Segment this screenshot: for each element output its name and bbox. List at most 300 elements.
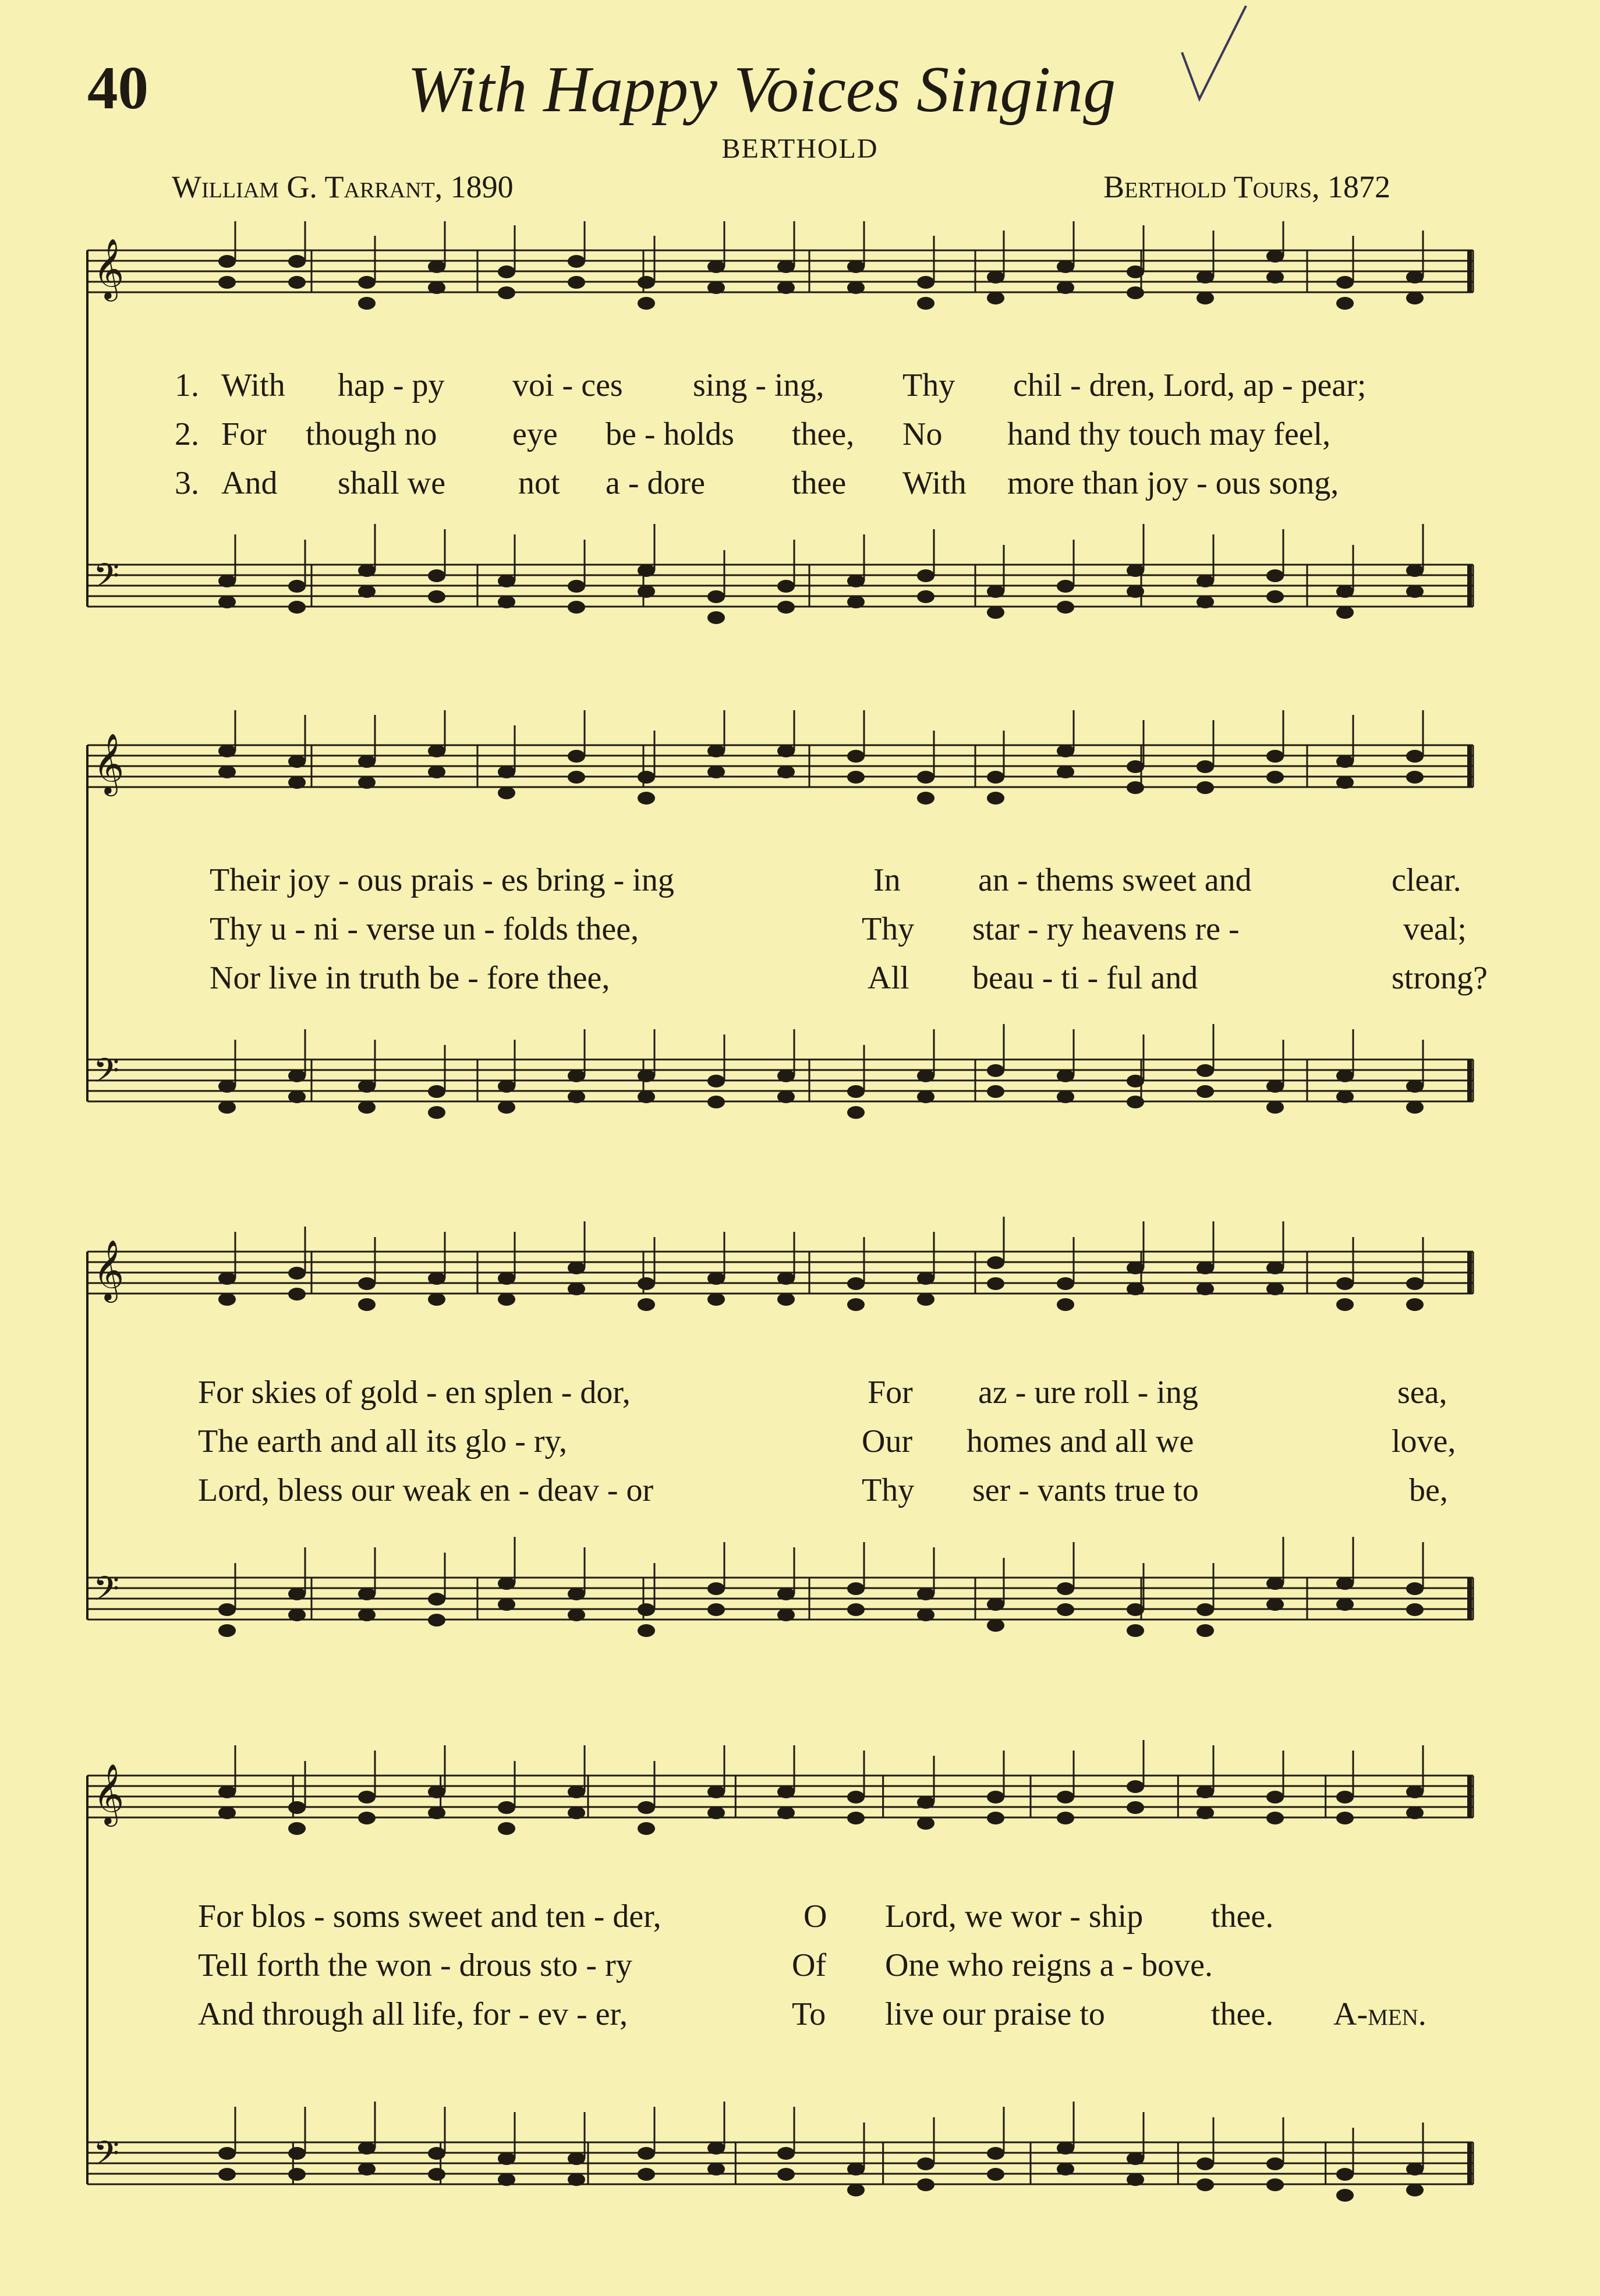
note-head xyxy=(1197,1064,1214,1077)
note-head xyxy=(1057,281,1074,294)
note-head xyxy=(288,601,306,614)
note-head xyxy=(917,1069,934,1082)
note-head xyxy=(218,1603,236,1616)
note-head xyxy=(218,1101,236,1114)
note-head xyxy=(428,1614,445,1627)
note-head xyxy=(777,580,795,593)
note-head xyxy=(777,1272,795,1285)
note-head xyxy=(358,564,376,577)
note-head xyxy=(987,1598,1004,1611)
treble-clef-icon: 𝄞 xyxy=(93,1763,125,1824)
note-head xyxy=(1266,1262,1284,1274)
note-head xyxy=(777,281,795,294)
page-number: 40 xyxy=(87,54,148,122)
note-head xyxy=(498,596,515,608)
note-head xyxy=(707,260,725,273)
note-head xyxy=(987,292,1004,304)
note-head xyxy=(847,1277,865,1290)
note-head xyxy=(777,1588,795,1600)
treble-clef-icon: 𝄞 xyxy=(93,238,125,299)
note-head xyxy=(288,2168,306,2181)
note-head xyxy=(218,745,236,757)
note-head xyxy=(568,255,585,268)
note-head xyxy=(987,1085,1004,1098)
note-head xyxy=(1057,1090,1074,1103)
note-head xyxy=(987,771,1004,784)
note-head xyxy=(1127,1780,1144,1793)
note-head xyxy=(1266,250,1284,263)
bass-staff xyxy=(87,524,1473,624)
note-head xyxy=(1406,564,1424,577)
note-head xyxy=(638,1603,655,1616)
note-head xyxy=(1057,1791,1074,1804)
music-system-4 xyxy=(0,1723,1600,2247)
note-head xyxy=(358,1080,376,1093)
verse-line: Lord, bless our weak en - deav - or Thy ser - vants true to be, xyxy=(198,1472,1448,1508)
note-head xyxy=(638,276,655,289)
note-head xyxy=(847,596,865,608)
note-head xyxy=(1336,755,1354,768)
verse-line: For skies of gold - en splen - dor, For az - ure roll - ing sea, xyxy=(198,1374,1447,1411)
note-head xyxy=(428,569,445,582)
note-head xyxy=(1406,1298,1424,1311)
note-head xyxy=(288,580,306,593)
note-head xyxy=(288,1267,306,1280)
note-head xyxy=(218,276,236,289)
note-head xyxy=(498,786,515,799)
note-head xyxy=(847,260,865,273)
note-head xyxy=(1266,771,1284,784)
note-head xyxy=(218,575,236,587)
note-head xyxy=(1197,1262,1214,1274)
note-head xyxy=(847,1106,865,1119)
note-head xyxy=(1057,745,1074,757)
note-head xyxy=(568,1282,585,1295)
note-head xyxy=(428,2168,445,2181)
note-head xyxy=(707,1603,725,1616)
note-head xyxy=(1197,1624,1214,1637)
note-head xyxy=(638,2147,655,2160)
verse-line: 3. And shall we not a - dore thee With more than joy - ous song, xyxy=(175,465,1339,501)
note-head xyxy=(358,1608,376,1621)
note-head xyxy=(1057,766,1074,778)
note-head xyxy=(707,2163,725,2175)
note-head xyxy=(777,1069,795,1082)
note-head xyxy=(1336,276,1354,289)
note-head xyxy=(218,2168,236,2181)
note-head xyxy=(917,792,934,805)
note-head xyxy=(358,2163,376,2175)
bass-clef-icon: 𝄢 xyxy=(93,1051,120,1099)
note-head xyxy=(638,771,655,784)
note-head xyxy=(1197,2157,1214,2170)
note-head xyxy=(1406,750,1424,763)
note-head xyxy=(917,1796,934,1809)
note-head xyxy=(568,771,585,784)
music-system-2 xyxy=(0,710,1600,1153)
note-head xyxy=(568,2173,585,2186)
note-head xyxy=(1406,771,1424,784)
note-head xyxy=(288,1090,306,1103)
note-head xyxy=(917,2157,934,2170)
note-head xyxy=(1406,2184,1424,2196)
verse-line: The earth and all its glo - ry, Our homes and all we love, xyxy=(198,1423,1456,1459)
note-head xyxy=(358,585,376,598)
note-head xyxy=(288,255,306,268)
note-head xyxy=(1336,1277,1354,1290)
note-head xyxy=(917,297,934,310)
note-head xyxy=(1336,2168,1354,2181)
note-head xyxy=(917,569,934,582)
note-head xyxy=(1336,1298,1354,1311)
note-head xyxy=(987,1256,1004,1269)
note-head xyxy=(777,1090,795,1103)
note-head xyxy=(1197,760,1214,773)
note-head xyxy=(218,255,236,268)
note-head xyxy=(1057,601,1074,614)
note-head xyxy=(777,2168,795,2181)
note-head xyxy=(1197,575,1214,587)
note-head xyxy=(218,766,236,778)
note-head xyxy=(1197,781,1214,794)
note-head xyxy=(917,1090,934,1103)
note-head xyxy=(498,1598,515,1611)
note-head xyxy=(777,601,795,614)
note-head xyxy=(1057,1069,1074,1082)
note-head xyxy=(1057,2142,1074,2155)
note-head xyxy=(498,2173,515,2186)
bass-clef-icon: 𝄢 xyxy=(93,556,120,604)
verse-line: Tell forth the won - drous sto - ry Of One who reigns a - bove. xyxy=(198,1947,1213,1983)
note-head xyxy=(1336,1598,1354,1611)
note-head xyxy=(1336,1577,1354,1590)
note-head xyxy=(568,1090,585,1103)
note-head xyxy=(1406,2163,1424,2175)
note-head xyxy=(847,2163,865,2175)
note-head xyxy=(1336,1090,1354,1103)
note-head xyxy=(1266,1791,1284,1804)
note-head xyxy=(498,766,515,778)
note-head xyxy=(428,1085,445,1098)
note-head xyxy=(638,1822,655,1835)
note-head xyxy=(847,1298,865,1311)
treble-clef-icon: 𝄞 xyxy=(93,1239,125,1301)
note-head xyxy=(707,766,725,778)
author: William G. Tarrant, 1890 xyxy=(172,169,514,204)
note-head xyxy=(498,1080,515,1093)
note-head xyxy=(707,611,725,624)
note-head xyxy=(428,2147,445,2160)
note-head xyxy=(218,596,236,608)
note-head xyxy=(1057,2163,1074,2175)
note-head xyxy=(218,1806,236,1819)
note-head xyxy=(568,601,585,614)
note-head xyxy=(917,1588,934,1600)
verse-line: Their joy - ous prais - es bring - ing In an - thems sweet and clear. xyxy=(210,862,1461,898)
note-head xyxy=(498,1293,515,1306)
note-head xyxy=(358,1298,376,1311)
note-head xyxy=(1197,1806,1214,1819)
note-head xyxy=(288,2147,306,2160)
note-head xyxy=(428,1806,445,1819)
note-head xyxy=(1336,297,1354,310)
note-head xyxy=(1266,1598,1284,1611)
note-head xyxy=(1406,1785,1424,1798)
note-head xyxy=(1197,292,1214,304)
note-head xyxy=(707,1293,725,1306)
note-head xyxy=(1197,1085,1214,1098)
note-head xyxy=(707,590,725,603)
note-head xyxy=(1057,1298,1074,1311)
note-head xyxy=(707,1582,725,1595)
note-head xyxy=(1266,2157,1284,2170)
note-head xyxy=(358,1588,376,1600)
note-head xyxy=(498,2152,515,2165)
note-head xyxy=(777,1608,795,1621)
note-head xyxy=(288,1822,306,1835)
note-head xyxy=(1266,1101,1284,1114)
note-head xyxy=(568,750,585,763)
note-head xyxy=(987,1619,1004,1632)
note-head xyxy=(568,1262,585,1274)
note-head xyxy=(1197,1282,1214,1295)
note-head xyxy=(987,2168,1004,2181)
note-head xyxy=(568,1785,585,1798)
treble-staff xyxy=(87,1740,1473,1835)
note-head xyxy=(987,2147,1004,2160)
hymn-title: With Happy Voices Singing xyxy=(408,54,1116,126)
note-head xyxy=(777,766,795,778)
note-head xyxy=(847,1582,865,1595)
treble-clef-icon: 𝄞 xyxy=(93,733,125,794)
note-head xyxy=(638,564,655,577)
note-head xyxy=(987,271,1004,284)
note-head xyxy=(428,1293,445,1306)
note-head xyxy=(1406,1080,1424,1093)
note-head xyxy=(1197,1785,1214,1798)
note-head xyxy=(218,1293,236,1306)
note-head xyxy=(498,1272,515,1285)
note-head xyxy=(428,590,445,603)
note-head xyxy=(568,1608,585,1621)
note-head xyxy=(1197,596,1214,608)
music-system-1 xyxy=(0,221,1600,664)
note-head xyxy=(1266,1577,1284,1590)
note-head xyxy=(1406,1277,1424,1290)
note-head xyxy=(1127,2152,1144,2165)
note-head xyxy=(358,1101,376,1114)
note-head xyxy=(987,792,1004,805)
note-head xyxy=(1127,2173,1144,2186)
note-head xyxy=(1197,1603,1214,1616)
note-head xyxy=(707,1096,725,1108)
note-head xyxy=(428,281,445,294)
note-head xyxy=(1266,1080,1284,1093)
note-head xyxy=(847,2184,865,2196)
verse-line: 2. For though no eye be - holds thee, No hand thy touch may feel, xyxy=(175,416,1331,452)
note-head xyxy=(707,1806,725,1819)
note-head xyxy=(638,1624,655,1637)
note-head xyxy=(1266,569,1284,582)
note-head xyxy=(428,1106,445,1119)
note-head xyxy=(1336,776,1354,789)
note-head xyxy=(428,1785,445,1798)
note-head xyxy=(1406,1101,1424,1114)
note-head xyxy=(428,745,445,757)
treble-staff xyxy=(87,710,1473,805)
tune-name: BERTHOLD xyxy=(721,133,879,164)
verse-line: And through all life, for - ev - er, To live our praise to thee. A-men. xyxy=(198,1996,1426,2032)
note-head xyxy=(218,1785,236,1798)
note-head xyxy=(987,1791,1004,1804)
note-head xyxy=(638,792,655,805)
note-head xyxy=(1266,590,1284,603)
note-head xyxy=(1406,292,1424,304)
note-head xyxy=(1336,606,1354,619)
note-head xyxy=(707,745,725,757)
note-head xyxy=(917,1817,934,1830)
note-head xyxy=(218,2147,236,2160)
bass-staff xyxy=(87,1024,1473,1119)
note-head xyxy=(288,1288,306,1301)
note-head xyxy=(288,1069,306,1082)
note-head xyxy=(847,1603,865,1616)
note-head xyxy=(847,750,865,763)
note-head xyxy=(1127,1624,1144,1637)
note-head xyxy=(638,1298,655,1311)
note-head xyxy=(707,281,725,294)
note-head xyxy=(568,2152,585,2165)
note-head xyxy=(1266,271,1284,284)
note-head xyxy=(498,1101,515,1114)
note-head xyxy=(428,766,445,778)
note-head xyxy=(917,1608,934,1621)
note-head xyxy=(1406,1603,1424,1616)
treble-staff xyxy=(87,221,1473,310)
note-head xyxy=(1197,2178,1214,2191)
note-head xyxy=(568,1069,585,1082)
note-head xyxy=(218,1080,236,1093)
note-head xyxy=(358,755,376,768)
bass-clef-icon: 𝄢 xyxy=(93,1569,120,1617)
bass-clef-icon: 𝄢 xyxy=(93,2134,120,2181)
note-head xyxy=(1057,1582,1074,1595)
note-head xyxy=(707,1075,725,1087)
note-head xyxy=(1266,1812,1284,1824)
note-head xyxy=(1057,580,1074,593)
note-head xyxy=(987,1812,1004,1824)
note-head xyxy=(218,1624,236,1637)
note-head xyxy=(638,1090,655,1103)
music-system-3 xyxy=(0,1217,1600,1659)
note-head xyxy=(777,2147,795,2160)
note-head xyxy=(1406,1806,1424,1819)
note-head xyxy=(1057,1812,1074,1824)
note-head xyxy=(707,1785,725,1798)
note-head xyxy=(917,2178,934,2191)
note-head xyxy=(847,1085,865,1098)
treble-staff xyxy=(87,1217,1473,1311)
note-head xyxy=(428,1593,445,1606)
note-head xyxy=(777,260,795,273)
note-head xyxy=(288,276,306,289)
note-head xyxy=(1127,1801,1144,1814)
note-head xyxy=(987,606,1004,619)
note-head xyxy=(917,276,934,289)
verse-line: 1. With hap - py voi - ces sing - ing, Thy chil - dren, Lord, ap - pear; xyxy=(175,367,1367,403)
note-head xyxy=(1336,1791,1354,1804)
bass-staff xyxy=(87,1537,1473,1637)
note-head xyxy=(777,745,795,757)
note-head xyxy=(1197,271,1214,284)
note-head xyxy=(498,1801,515,1814)
note-head xyxy=(987,1064,1004,1077)
note-head xyxy=(1336,585,1354,598)
note-head xyxy=(847,281,865,294)
note-head xyxy=(847,1812,865,1824)
note-head xyxy=(1266,1282,1284,1295)
note-head xyxy=(288,776,306,789)
note-head xyxy=(568,1806,585,1819)
composer: Berthold Tours, 1872 xyxy=(1103,169,1390,204)
note-head xyxy=(707,2142,725,2155)
note-head xyxy=(847,771,865,784)
verse-line: Thy u - ni - verse un - folds thee, Thy star - ry heavens re - veal; xyxy=(210,911,1467,947)
note-head xyxy=(1057,260,1074,273)
note-head xyxy=(1266,750,1284,763)
note-head xyxy=(288,1801,306,1814)
note-head xyxy=(498,1577,515,1590)
note-head xyxy=(498,1822,515,1835)
verse-line: For blos - soms sweet and ten - der, O Lord, we wor - ship thee. xyxy=(198,1898,1274,1934)
note-head xyxy=(987,1277,1004,1290)
bass-staff xyxy=(87,2102,1473,2202)
note-head xyxy=(498,286,515,299)
note-head xyxy=(1406,271,1424,284)
note-head xyxy=(847,575,865,587)
note-head xyxy=(777,1806,795,1819)
note-head xyxy=(568,1588,585,1600)
note-head xyxy=(358,1277,376,1290)
note-head xyxy=(358,776,376,789)
note-head xyxy=(498,575,515,587)
note-head xyxy=(987,585,1004,598)
note-head xyxy=(1336,1069,1354,1082)
note-head xyxy=(1057,1603,1074,1616)
note-head xyxy=(358,1791,376,1804)
note-head xyxy=(358,297,376,310)
note-head xyxy=(288,755,306,768)
note-head xyxy=(917,1272,934,1285)
note-head xyxy=(638,297,655,310)
note-head xyxy=(707,1272,725,1285)
note-head xyxy=(917,771,934,784)
note-head xyxy=(638,2168,655,2181)
check-mark-icon xyxy=(1176,0,1258,116)
note-head xyxy=(358,276,376,289)
note-head xyxy=(428,1272,445,1285)
note-head xyxy=(288,1588,306,1600)
note-head xyxy=(1336,1812,1354,1824)
note-head xyxy=(498,265,515,278)
note-head xyxy=(917,590,934,603)
note-head xyxy=(638,585,655,598)
note-head xyxy=(1266,2178,1284,2191)
note-head xyxy=(1336,2189,1354,2202)
note-head xyxy=(1406,1582,1424,1595)
verse-line: Nor live in truth be - fore thee, All beau - ti - ful and strong? xyxy=(210,960,1488,996)
note-head xyxy=(428,260,445,273)
